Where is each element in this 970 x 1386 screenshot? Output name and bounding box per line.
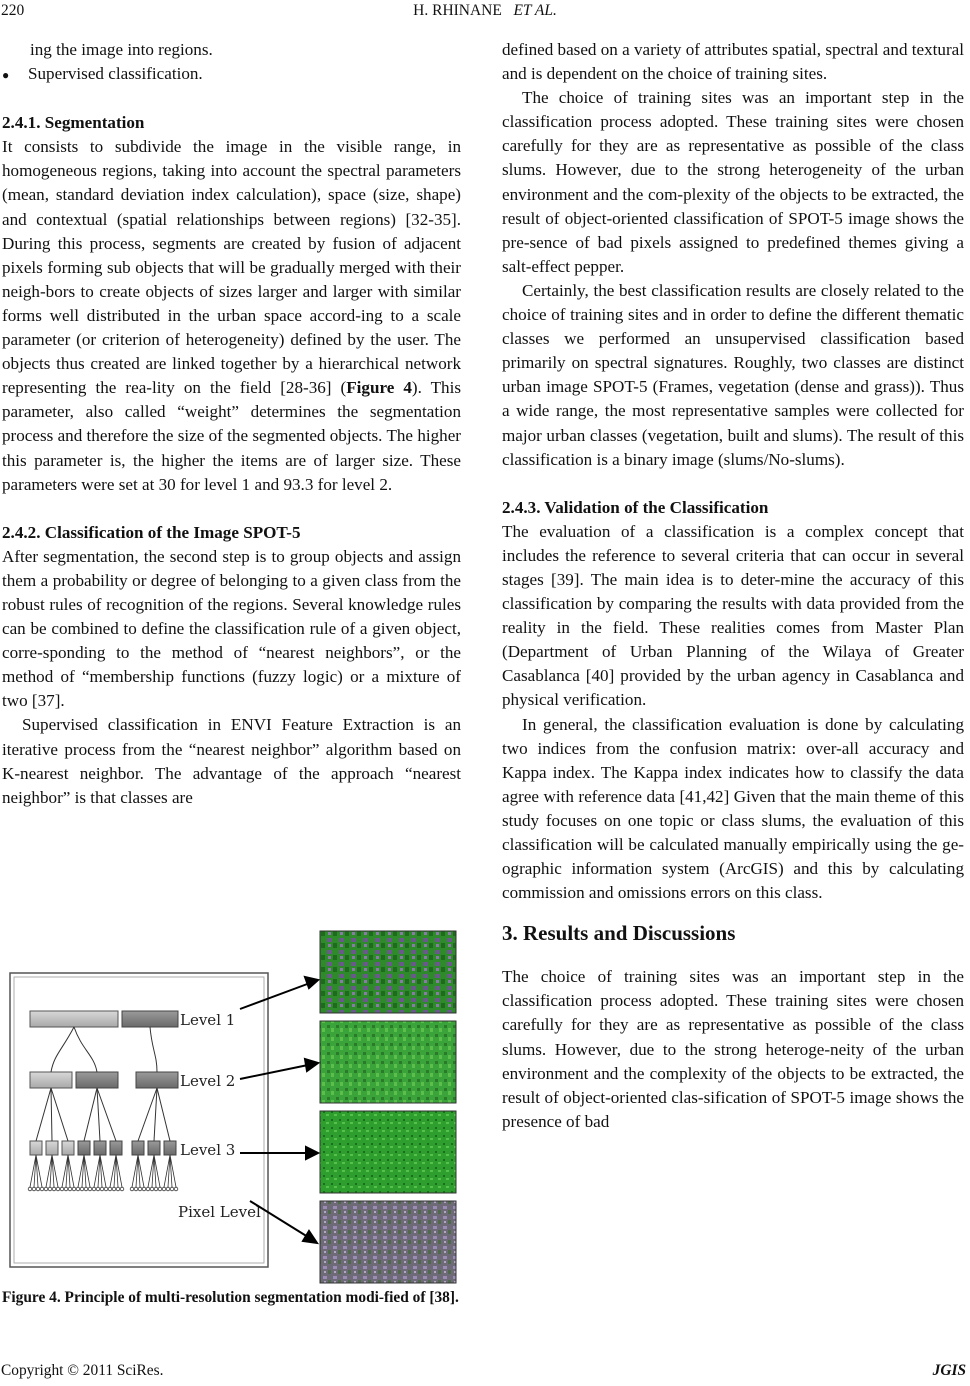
journal-name: JGIS bbox=[932, 1362, 966, 1379]
left-column bbox=[2, 38, 461, 810]
level1-object-dark bbox=[122, 1011, 178, 1027]
level3-objects bbox=[30, 1141, 176, 1155]
figure-caption: Figure 4. Principle of multi-resolution segmentation modi-fied of [38]. bbox=[2, 1289, 459, 1306]
right-column bbox=[502, 38, 964, 1134]
label-level-2: Level 2 bbox=[180, 1072, 236, 1090]
running-head bbox=[0, 2, 970, 20]
paragraph-right-1: defined based on a variety of attributes spatial, spectral and textural and is dependent on the choice of training sites. bbox=[502, 40, 964, 84]
level2-object bbox=[76, 1072, 118, 1088]
paragraph-right-3: Certainly, the best classification results are closely related to the choice of training sites and in order to define the different thematic classes we performed an unsupervised classification based primarily on spectral signatures. Roughly, two classes are distinct urban image SPOT-5 (Frames, vegetation (dense and grass)). Thus a wide range, the most representative samples were collected for major urban classes (vegetation, built and slums). The result of this classification is a binary image (slums/No-slums). bbox=[502, 280, 964, 469]
figure-4 bbox=[2, 925, 461, 1287]
paragraph-continued: ing the image into regions. bbox=[30, 40, 213, 59]
paragraph-classification-a: After segmentation, the second step is to group objects and assign them a probability or degree of belonging to a given class from the robust rules of recognition of the regions. Several knowledge rules can be combined to define the classification rule of a given object, corre-sponding to the method of “nearest neighbors”, or the method of “membership functions (fuzzy logic) or a mixture of two [37]. bbox=[2, 546, 461, 711]
thumbnail-level-3 bbox=[320, 1111, 456, 1193]
bullet-text: Supervised classification. bbox=[28, 64, 203, 84]
copyright-notice: Copyright © 2011 SciRes. bbox=[1, 1362, 164, 1379]
running-head-authors: H. RHINANE bbox=[413, 2, 502, 19]
running-head-etal: ET AL. bbox=[513, 2, 557, 19]
bullet-icon: ● bbox=[2, 68, 10, 83]
section-heading-2-4-2: 2.4.2. Classification of the Image SPOT-5 bbox=[2, 522, 301, 542]
level2-object bbox=[136, 1072, 178, 1088]
thumbnail-pixel-level bbox=[320, 1201, 456, 1283]
page-header bbox=[0, 0, 970, 24]
thumbnail-level-1 bbox=[320, 931, 456, 1013]
label-level-1: Level 1 bbox=[180, 1011, 236, 1029]
hierarchy-diagram bbox=[10, 973, 268, 1267]
level1-object-light bbox=[30, 1011, 118, 1027]
page-number: 220 bbox=[1, 2, 25, 19]
figure-reference[interactable]: Figure 4 bbox=[346, 378, 412, 398]
thumbnail-level-2 bbox=[320, 1021, 456, 1103]
bullet-item bbox=[2, 62, 461, 87]
paragraph-right-6: The choice of training sites was an important step in the classification process adopted. These training sites were chosen carefully for they are as representative as possible of the class slums. However, due to the strong heteroge-neity of the urban environment and the complexity of the objects to be extracted, the result of object-oriented clas-sification of SPOT-5 image shows the presence of bad bbox=[502, 967, 964, 1131]
segmentation-thumbnails bbox=[320, 931, 456, 1283]
paragraph-classification-b: Supervised classification in ENVI Feature Extraction is an iterative process from the “nearest neighbor” algorithm based on K-nearest neighbor. The advantage of the approach “nearest neighbor” is that classes are bbox=[2, 715, 461, 807]
paragraph-right-2: The choice of training sites was an important step in the classification process adopted. These training sites were chosen carefully for they are as representative as possible of the class slums. However, due to the strong heterogeneity of the urban environment and the com-plexity of the objects to be extracted, the result of object-oriented classification of SPOT-5 image shows the pre-sence of bad pixels assigned to predefined themes giving a salt-effect pepper. bbox=[502, 88, 964, 276]
section-heading-2-4-1: 2.4.1. Segmentation bbox=[2, 113, 145, 133]
label-level-3: Level 3 bbox=[180, 1141, 236, 1159]
section-heading-3: 3. Results and Discussions bbox=[502, 921, 736, 946]
paragraph-segmentation: It consists to subdivide the image in the visible range, in homogeneous regions, taking into account the spectral parameters (mean, standard deviation index calculation), space (size, shape) and contextual (spatial relationships between regions) [32-35]. During this process, segments are created by fusion of adjacent pixels forming sub objects that will be gradually merged with their neigh-bors to create objects of sizes larger and larger with similar forms well distributed in the urban space accord-ing to a scale parameter (or criterion of heterogeneity) defined by the user. The objects thus created are linked together by a hierarchical network representing the rea-lity on the field [28-36] (Figure 4). This parameter, also called “weight” determines the segmentation process and therefore the size of the segmented objects. The higher this parameter is, the higher the items are of larger size. These parameters were set at 30 for level 1 and 93.3 for level 2. bbox=[2, 137, 462, 494]
level2-object bbox=[30, 1072, 72, 1088]
label-pixel-level: Pixel Level bbox=[178, 1203, 261, 1221]
paragraph-right-5: In general, the classification evaluation is done by calculating two indices from the confusion matrix: over-all accuracy and Kappa index. The Kappa index indicates how to classify the data agree with reference data [41,42] Given that the main theme of this study focuses on one topic or class slums, the evaluation of this classification will be calculated manually empirically using the ge-ographic information system (ArcGIS) and this by calculating commission and omissions errors on this class. bbox=[502, 714, 964, 903]
section-heading-2-4-3: 2.4.3. Validation of the Classification bbox=[502, 497, 769, 517]
paragraph-right-4: The evaluation of a classification is a complex concept that includes the reference to several criteria that can occur in several stages [39]. The main idea is to deter-mine the accuracy of this classification by comparing the results with data provided from the reality in the field. These realities comes from Master Plan (Department of Urban Planning of the Wilaya of Greater Casablanca [40] provided by the urban agency in Casablanca and physical verification. bbox=[502, 521, 964, 710]
pixel-level-nodes bbox=[28, 1187, 178, 1191]
